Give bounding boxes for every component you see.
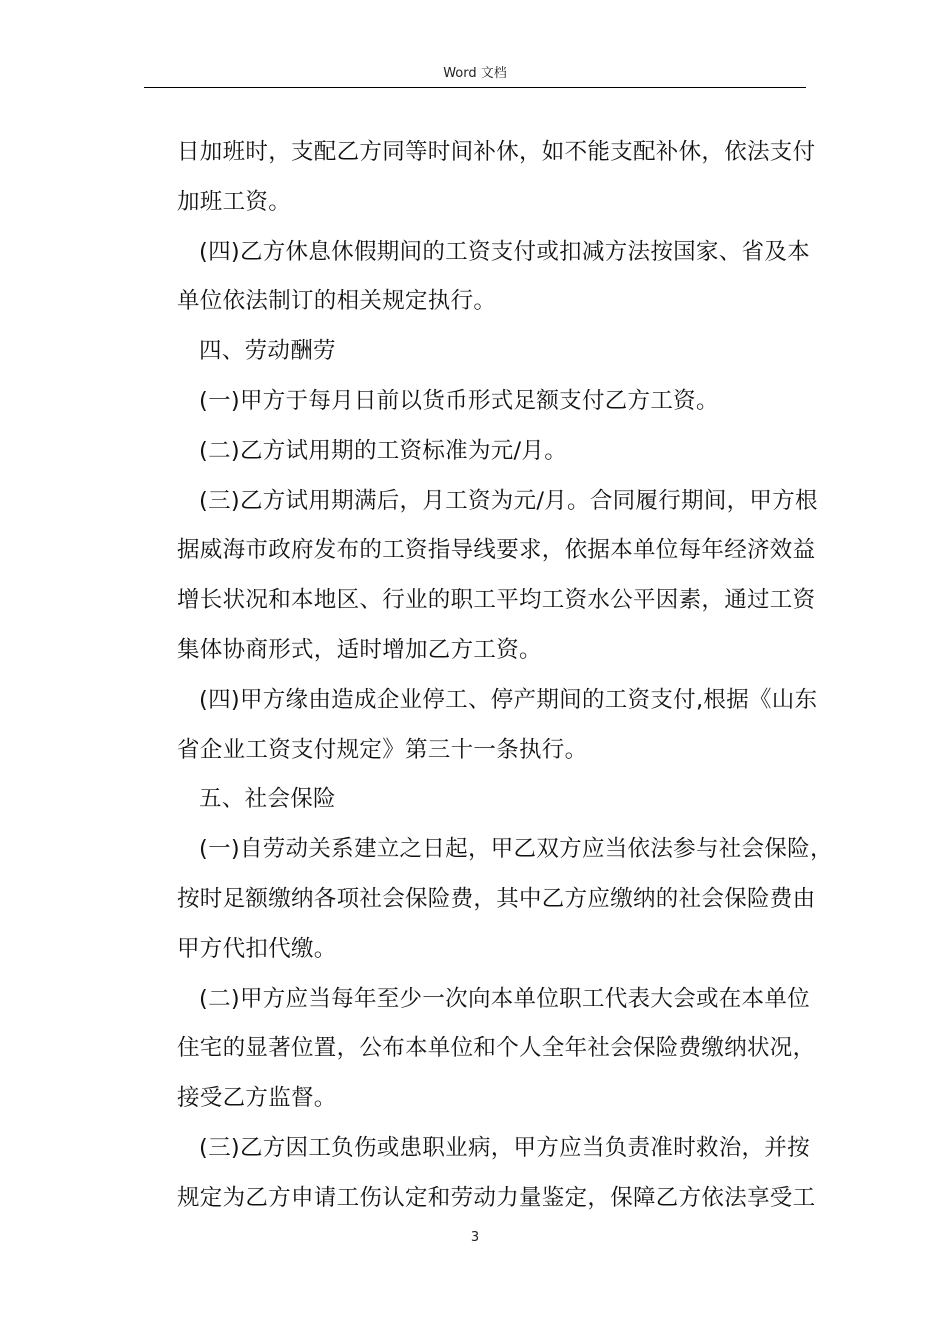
text-line: 增长状况和本地区、行业的职工平均工资水公平因素，通过工资 <box>177 587 816 614</box>
text-line: (一)甲方于每月日前以货币形式足额支付乙方工资。 <box>199 387 719 414</box>
document-body <box>177 128 833 1224</box>
text-line: (二)甲方应当每年至少一次向本单位职工代表大会或在本单位 <box>199 985 810 1012</box>
text-line: (四)甲方缘由造成企业停工、停产期间的工资支付,根据《山东 <box>199 686 818 713</box>
text-line: (二)乙方试用期的工资标准为元/月。 <box>199 437 568 464</box>
text-line: 日加班时，支配乙方同等时间补休，如不能支配补休，依法支付 <box>177 139 816 165</box>
text-line: 单位依法制订的相关规定执行。 <box>177 288 497 315</box>
text-line: (三)乙方试用期满后，月工资为元/月。合同履行期间，甲方根 <box>199 487 818 514</box>
text-line: (三)乙方因工负伤或患职业病，甲方应当负责准时救治，并按 <box>199 1134 810 1161</box>
text-line: 四、劳动酬劳 <box>199 338 336 365</box>
page-header: Word 文档 <box>443 66 507 81</box>
text-line: 住宅的显著位置，公布本单位和个人全年社会保险费缴纳状况， <box>177 1035 816 1062</box>
text-line: 据威海市政府发布的工资指导线要求，依据本单位每年经济效益 <box>177 537 816 564</box>
text-line: 五、社会保险 <box>199 786 336 813</box>
text-line: 甲方代扣代缴。 <box>177 935 337 962</box>
text-line: 集体协商形式，适时增加乙方工资。 <box>177 636 542 663</box>
text-line: 省企业工资支付规定》第三十一条执行。 <box>177 736 588 763</box>
text-line: 加班工资。 <box>177 188 292 215</box>
page-number: 3 <box>470 1230 480 1245</box>
text-line: 按时足额缴纳各项社会保险费，其中乙方应缴纳的社会保险费由 <box>177 885 816 912</box>
text-line: (一)自劳动关系建立之日起，甲乙双方应当依法参与社会保险， <box>199 836 833 863</box>
header-divider <box>144 87 806 88</box>
text-line: 接受乙方监督。 <box>177 1085 337 1112</box>
text-line: 规定为乙方申请工伤认定和劳动力量鉴定，保障乙方依法享受工 <box>177 1184 816 1211</box>
text-line: (四)乙方休息休假期间的工资支付或扣减方法按国家、省及本 <box>199 238 810 265</box>
